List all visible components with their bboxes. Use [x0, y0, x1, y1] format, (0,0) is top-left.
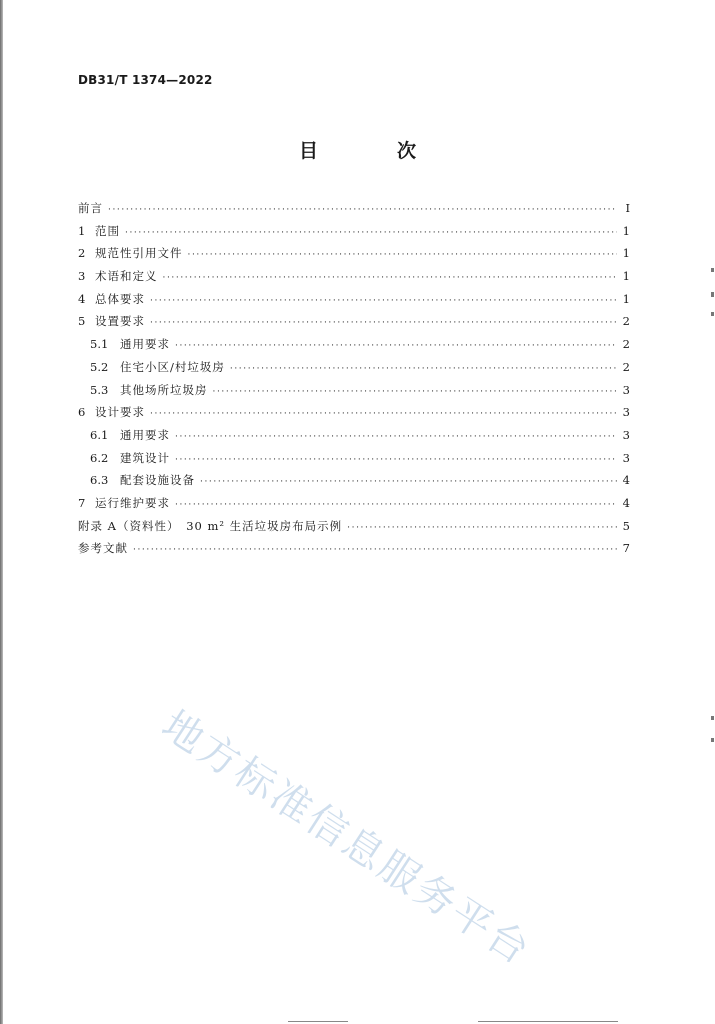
toc-entry-page: 3 [622, 382, 630, 397]
toc-entry-page: 4 [622, 473, 630, 488]
toc-entry-page: 2 [622, 314, 630, 329]
toc-entry-page: 3 [622, 427, 630, 442]
toc-entry[interactable] [78, 537, 630, 560]
toc-entry-label: 附录 A（资料性） 30 m² 生活垃圾房布局示例 [78, 518, 343, 533]
toc-entry-number: 1 [78, 223, 86, 238]
toc-entry-page: 3 [622, 405, 630, 420]
footer-rule [288, 1021, 348, 1022]
toc-entry-number: 2 [78, 246, 86, 261]
toc-entry-number: 6.1 [90, 427, 109, 442]
toc-entry[interactable] [78, 356, 630, 379]
toc-entry-label: 参考文献 [78, 541, 128, 556]
toc-entry-label: 住宅小区/村垃圾房 [120, 359, 225, 374]
toc-leader-dots [175, 449, 617, 472]
toc-entry-page: 1 [622, 291, 630, 306]
scan-edge-mark [711, 738, 714, 742]
toc-entry-label: 其他场所垃圾房 [120, 382, 208, 397]
scan-edge-mark [711, 292, 714, 297]
page-title: 目 次 [298, 140, 446, 162]
toc-entry[interactable] [78, 333, 630, 356]
toc-entry-number: 6.3 [90, 473, 109, 488]
toc-entry[interactable] [78, 310, 630, 333]
toc-entry[interactable] [78, 424, 630, 447]
toc-leader-dots [175, 426, 617, 449]
toc-entry[interactable] [78, 379, 630, 402]
toc-entry-number: 5.2 [90, 359, 109, 374]
toc-leader-dots [230, 358, 617, 381]
toc-entry-page: 1 [622, 269, 630, 284]
footer-rule [478, 1021, 618, 1022]
toc-leader-dots [188, 244, 618, 267]
toc-entry[interactable] [78, 197, 630, 220]
toc-entry-label: 范围 [95, 223, 120, 238]
toc-entry-label: 运行维护要求 [95, 495, 170, 510]
toc-entry-page: 2 [622, 359, 630, 374]
toc-entry-number: 5.1 [90, 337, 109, 352]
toc-entry-label: 规范性引用文件 [95, 246, 183, 261]
toc-entry-label: 建筑设计 [120, 450, 170, 465]
toc-entry-label: 前言 [78, 201, 103, 215]
scan-edge-mark [711, 312, 714, 316]
toc-entry-page: 7 [622, 541, 630, 556]
toc-entry-label: 通用要求 [120, 337, 170, 352]
toc-entry-number: 5.3 [90, 382, 109, 397]
toc-entry[interactable] [78, 447, 630, 470]
toc-entry[interactable] [78, 515, 630, 538]
document-code: DB31/T 1374—2022 [78, 73, 213, 87]
toc-entry-label: 设计要求 [95, 405, 145, 420]
toc-leader-dots [200, 471, 617, 494]
toc-entry[interactable] [78, 469, 630, 492]
toc-entry-number: 7 [78, 495, 86, 510]
toc-entry-label: 通用要求 [120, 427, 170, 442]
toc-entry-number: 4 [78, 291, 86, 306]
toc-leader-dots [150, 403, 617, 426]
toc-entry-number: 5 [78, 314, 86, 329]
toc-leader-dots [150, 312, 617, 335]
toc-leader-dots [150, 290, 617, 313]
toc-leader-dots [175, 494, 617, 517]
watermark-text: 地方标准信息服务平台 [153, 702, 540, 975]
toc-entry-label: 术语和定义 [95, 269, 158, 284]
toc-entry-label: 设置要求 [95, 314, 145, 329]
toc-entry-label: 配套设施设备 [120, 473, 195, 488]
toc-entry[interactable] [78, 288, 630, 311]
toc-entry[interactable] [78, 401, 630, 424]
toc-entry-page: Ⅰ [625, 201, 630, 215]
toc-entry-page: 3 [622, 450, 630, 465]
toc-entry-number: 3 [78, 269, 86, 284]
toc-entry-page: 2 [622, 337, 630, 352]
scan-edge-mark [711, 268, 714, 272]
toc-entry-page: 1 [622, 246, 630, 261]
scan-edge-mark [711, 716, 714, 720]
toc-leader-dots [163, 267, 618, 290]
toc-entry-page: 5 [622, 518, 630, 533]
toc-entry-number: 6.2 [90, 450, 109, 465]
toc-entry[interactable] [78, 242, 630, 265]
toc-entry[interactable] [78, 220, 630, 243]
toc-entry[interactable] [78, 492, 630, 515]
toc-leader-dots [125, 222, 617, 245]
toc-leader-dots [175, 335, 617, 358]
toc-entry-page: 4 [622, 495, 630, 510]
toc-leader-dots [108, 199, 617, 222]
toc-leader-dots [133, 539, 617, 562]
toc-leader-dots [213, 381, 618, 404]
toc-entry-number: 6 [78, 405, 86, 420]
toc-entry-label: 总体要求 [95, 291, 145, 306]
toc-entry-page: 1 [622, 223, 630, 238]
toc-leader-dots [347, 517, 617, 540]
table-of-contents [78, 197, 630, 560]
toc-entry[interactable] [78, 265, 630, 288]
